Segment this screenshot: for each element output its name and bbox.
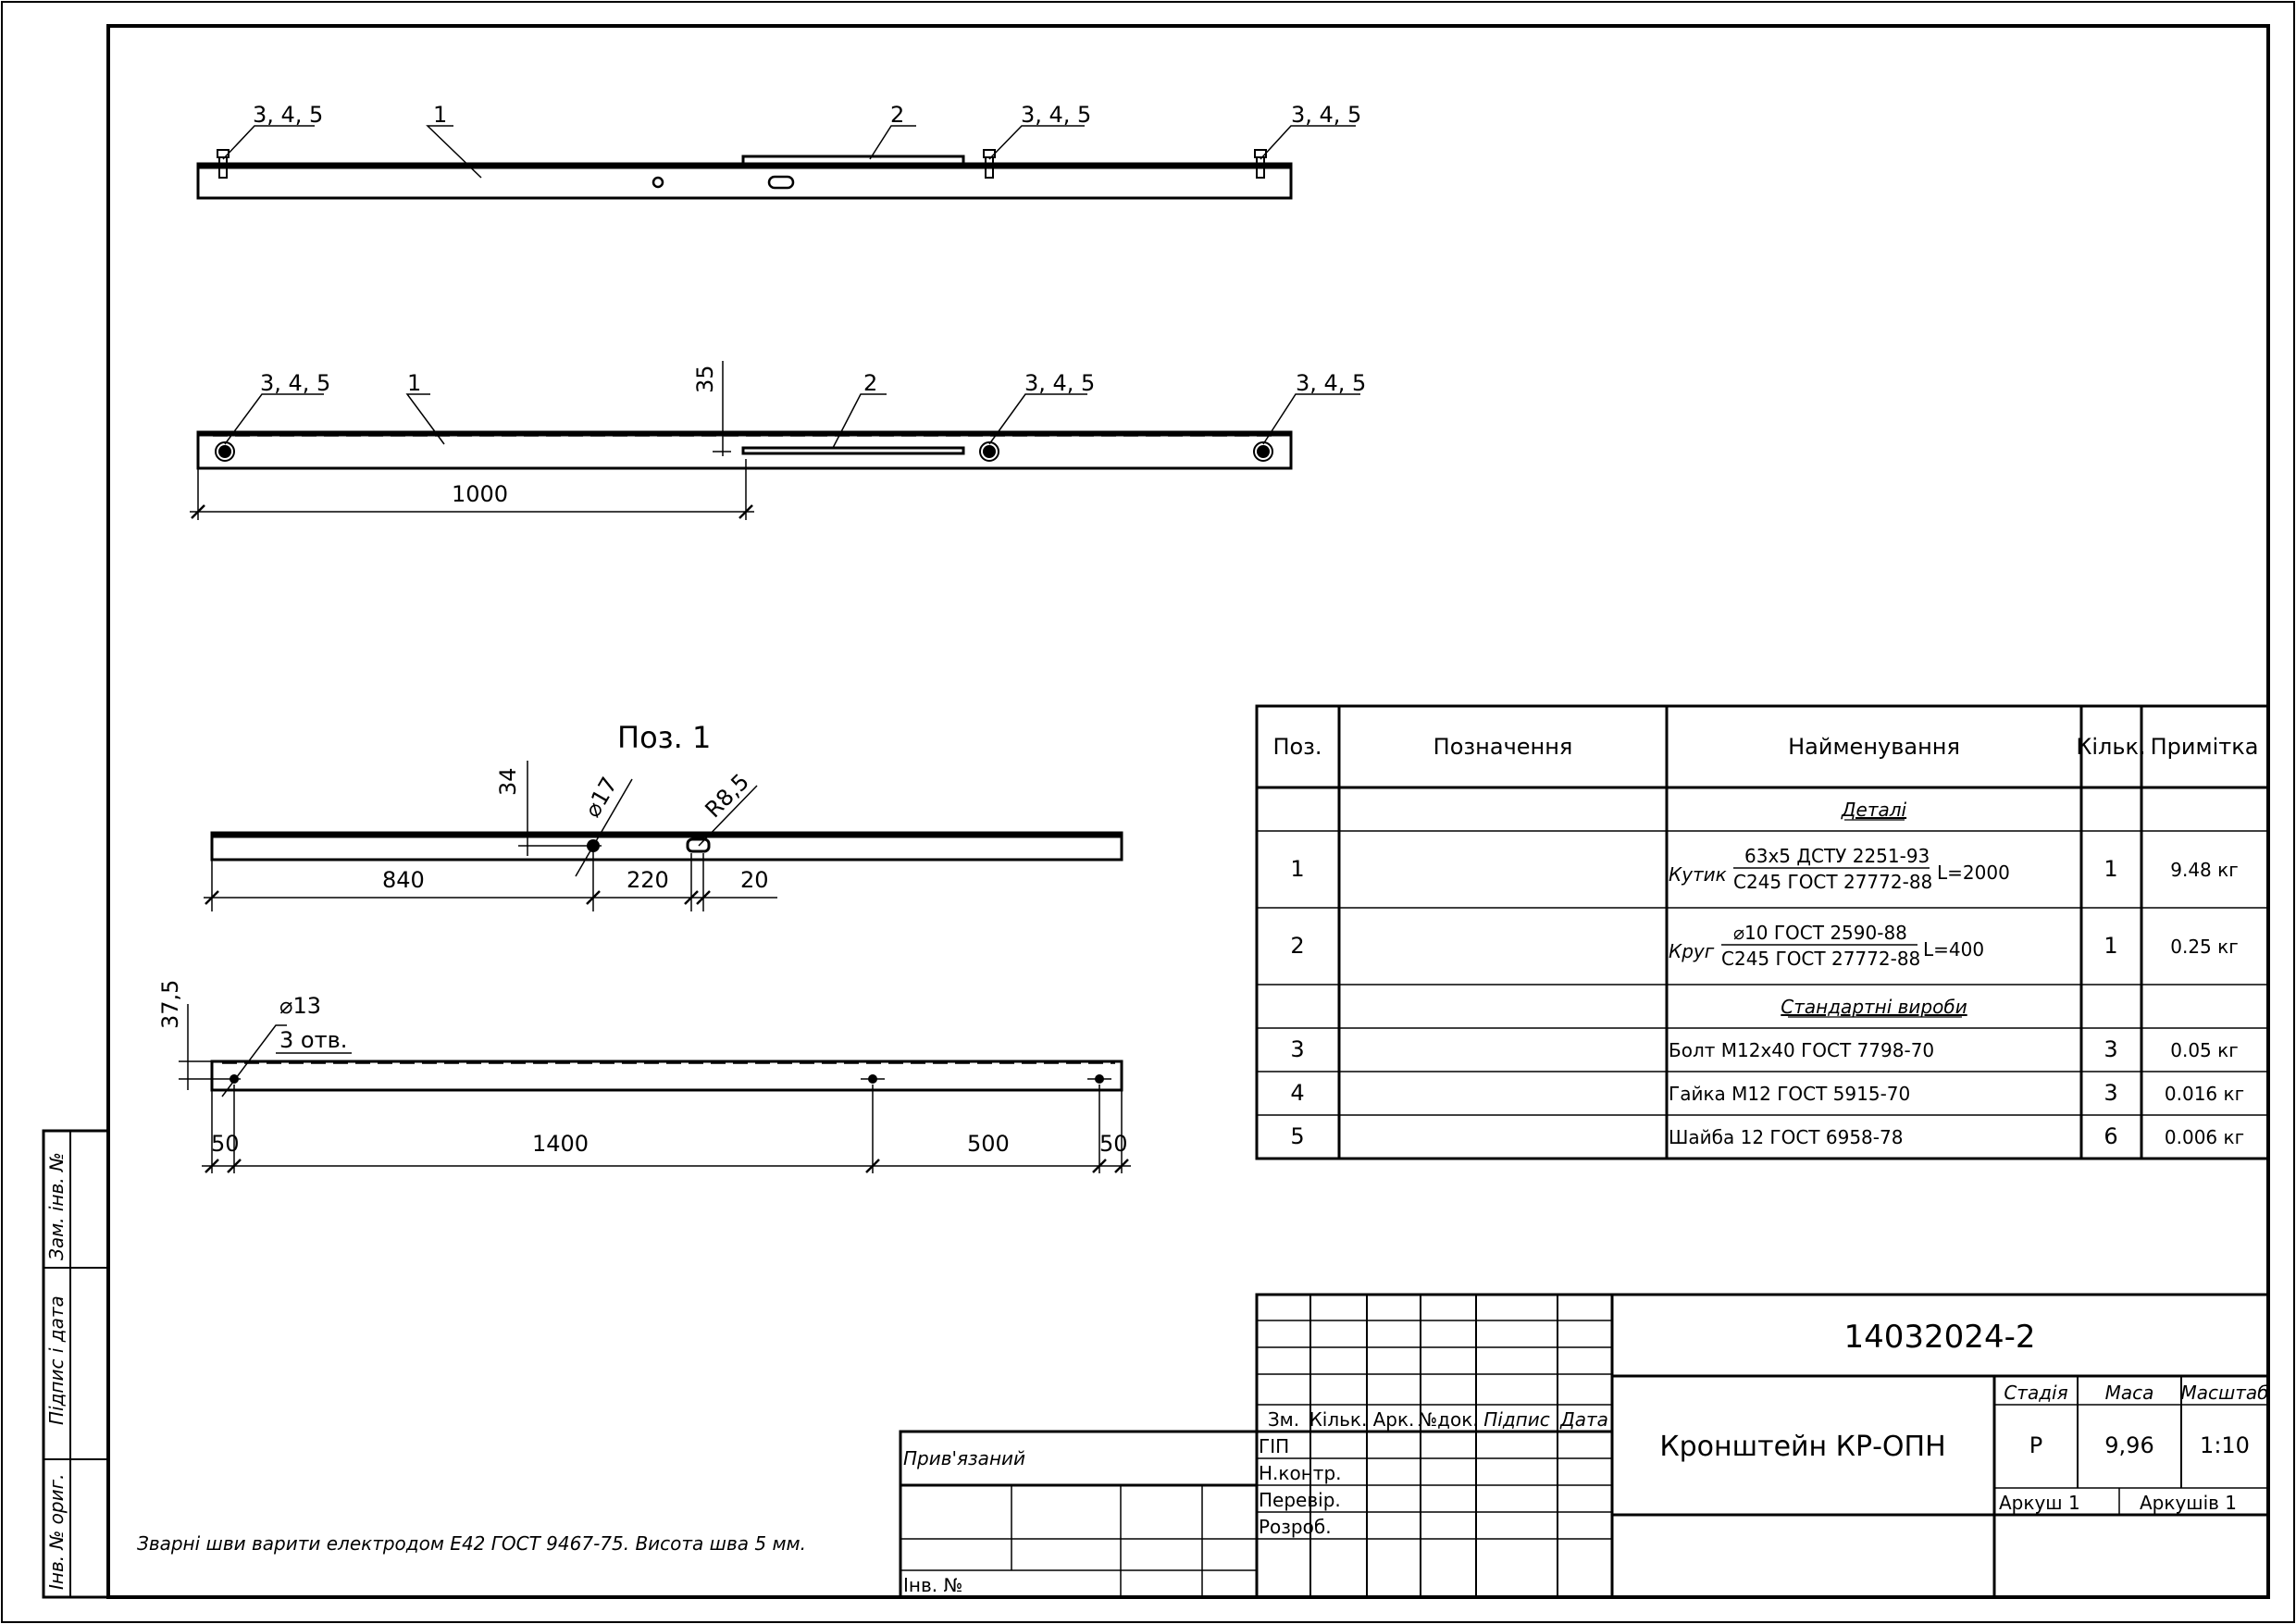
row-name-prefix: Круг (1669, 940, 1715, 962)
row-note: 0.006 кг (2164, 1126, 2245, 1148)
label-1: 1 (433, 102, 448, 128)
col-signature: Підпис (1483, 1408, 1550, 1431)
detail-angle-holes (157, 980, 1131, 1173)
inv-orig-label: Інв. № ориг. (45, 1473, 68, 1590)
header-note: Примітка (2150, 734, 2259, 760)
header-qty: Кільк. (2076, 734, 2146, 760)
attachment-block (900, 1432, 1257, 1597)
dim-diameter-13: ⌀13 (279, 993, 321, 1019)
role-checked: Перевір. (1259, 1489, 1341, 1511)
row-note: 0.016 кг (2164, 1083, 2245, 1105)
title-block (1257, 1295, 2269, 1597)
label-2: 2 (863, 370, 878, 396)
header-designation: Позначення (1433, 734, 1573, 760)
rod-position-2 (743, 156, 963, 165)
label-1: 1 (407, 370, 422, 396)
stage-value: Р (2029, 1432, 2043, 1458)
hole (653, 178, 663, 187)
dim-50: 50 (211, 1131, 240, 1157)
label-3-4-5: 3, 4, 5 (253, 102, 324, 128)
section-details: Деталі (1841, 799, 1907, 821)
holes-count: 3 отв. (279, 1027, 348, 1053)
front-view (190, 361, 1366, 520)
dim-840: 840 (382, 867, 425, 893)
drawing-title: Кронштейн КР-ОПН (1659, 1431, 1946, 1463)
sheet-count: Аркушів 1 (2140, 1492, 2238, 1514)
row-pos: 1 (1290, 856, 1305, 882)
row-name-top: 63х5 ДСТУ 2251-93 (1744, 845, 1930, 867)
col-doc-no: №док. (1418, 1408, 1479, 1431)
section-standard-items: Стандартні вироби (1781, 996, 1967, 1018)
row-note: 0.25 кг (2170, 936, 2239, 958)
scale-value: 1:10 (2200, 1432, 2250, 1458)
row-name-bottom: С245 ГОСТ 27772-88 (1733, 871, 1933, 893)
label-3-4-5: 3, 4, 5 (1021, 102, 1092, 128)
header-pos: Поз. (1272, 734, 1322, 760)
dim-1000: 1000 (452, 481, 509, 507)
dim-20: 20 (740, 867, 769, 893)
row-pos: 4 (1290, 1080, 1305, 1106)
welding-note: Зварні шви варити електродом Е42 ГОСТ 9467-75. Висота шва 5 мм. (137, 1532, 806, 1555)
col-sheet: Арк. (1372, 1408, 1415, 1431)
mass-label: Маса (2104, 1382, 2154, 1404)
row-name-prefix: Кутик (1669, 863, 1727, 886)
slot (769, 177, 793, 188)
specification-table (1257, 706, 2268, 1159)
dim-diameter-17: ⌀17 (578, 773, 623, 822)
role-gip: ГІП (1259, 1435, 1290, 1457)
detail-pos-1 (204, 720, 1122, 911)
sheet-number: Аркуш 1 (1999, 1492, 2080, 1514)
scale-label: Масштаб (2180, 1382, 2269, 1404)
row-name: Гайка М12 ГОСТ 5915-70 (1669, 1083, 1911, 1105)
role-norm-control: Н.контр. (1259, 1462, 1342, 1484)
row-name-suffix: L=2000 (1937, 862, 2010, 884)
dim-37-5: 37,5 (157, 979, 183, 1029)
row-qty: 6 (2104, 1123, 2118, 1149)
role-developed: Розроб. (1259, 1516, 1332, 1538)
replaced-inv-label: Зам. інв. № (45, 1152, 68, 1260)
detail-title: Поз. 1 (617, 720, 712, 755)
rod-position-2 (743, 448, 963, 453)
col-qty: Кільк. (1309, 1408, 1368, 1431)
label-3-4-5: 3, 4, 5 (1296, 370, 1367, 396)
outer-border (2, 2, 2294, 1622)
label-2: 2 (890, 102, 905, 128)
row-name: Шайба 12 ГОСТ 6958-78 (1669, 1126, 1904, 1148)
row-qty: 3 (2104, 1080, 2118, 1106)
label-3-4-5: 3, 4, 5 (1291, 102, 1362, 128)
inner-frame (108, 26, 2268, 1597)
label-3-4-5: 3, 4, 5 (260, 370, 331, 396)
row-name-top: ⌀10 ГОСТ 2590-88 (1733, 922, 1907, 944)
row-pos: 3 (1290, 1036, 1305, 1062)
row-note: 9.48 кг (2170, 859, 2239, 881)
row-pos: 5 (1290, 1123, 1305, 1149)
side-stamp (43, 1131, 108, 1597)
doc-number: 14032024-2 (1843, 1319, 2036, 1356)
dim-50: 50 (1099, 1131, 1128, 1157)
col-change: Зм. (1267, 1408, 1300, 1431)
dim-34: 34 (495, 767, 521, 796)
dim-35: 35 (692, 365, 718, 393)
row-note: 0.05 кг (2170, 1039, 2239, 1061)
sign-date-label: Підпис і дата (45, 1295, 68, 1425)
attached-label: Прив'язаний (903, 1447, 1026, 1469)
row-name-suffix: L=400 (1923, 938, 1985, 961)
inv-number-label: Інв. № (903, 1574, 963, 1596)
row-qty: 3 (2104, 1036, 2118, 1062)
row-pos: 2 (1290, 933, 1305, 959)
label-3-4-5: 3, 4, 5 (1024, 370, 1096, 396)
row-qty: 1 (2104, 856, 2118, 882)
row-name-bottom: С245 ГОСТ 27772-88 (1721, 948, 1921, 970)
stage-label: Стадія (2004, 1382, 2068, 1404)
mass-value: 9,96 (2104, 1432, 2154, 1458)
dim-220: 220 (627, 867, 669, 893)
row-name: Болт М12х40 ГОСТ 7798-70 (1669, 1039, 1935, 1061)
header-name: Найменування (1788, 734, 1960, 760)
row-qty: 1 (2104, 933, 2118, 959)
dim-radius-8-5: R8,5 (700, 768, 755, 824)
dim-500: 500 (967, 1131, 1010, 1157)
col-date: Дата (1560, 1408, 1608, 1431)
dim-1400: 1400 (532, 1131, 590, 1157)
top-view (198, 102, 1361, 198)
